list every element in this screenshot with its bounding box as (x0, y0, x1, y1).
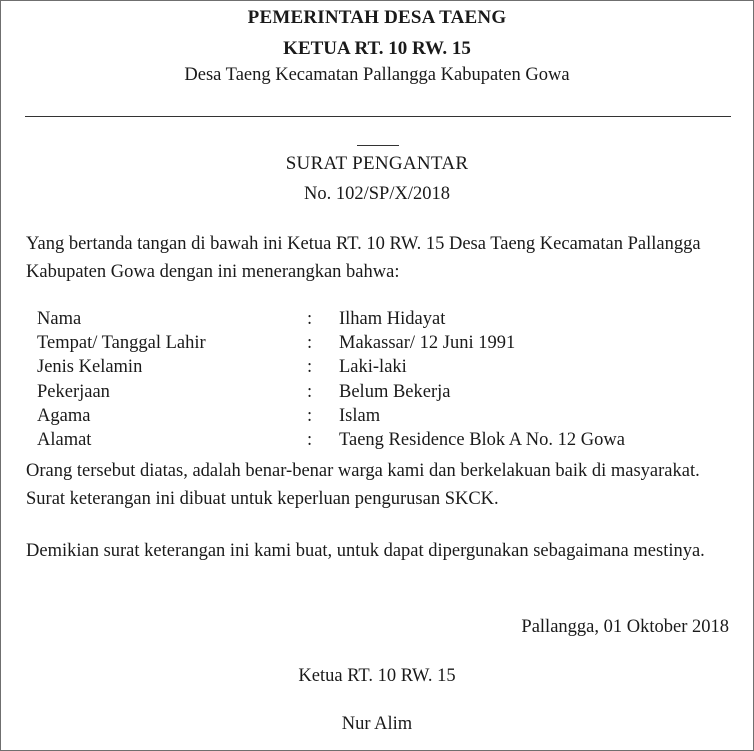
field-label: Jenis Kelamin (37, 357, 143, 378)
field-value: Taeng Residence Blok A No. 12 Gowa (339, 429, 625, 450)
field-separator: : (307, 357, 313, 378)
intro-paragraph: Yang bertanda tangan di bawah ini Ketua RT. 10 RW. 15 Desa Taeng Kecamatan Pallangga Kabupaten Gowa dengan ini menerangkan bahwa: (26, 234, 701, 282)
field-label: Alamat (37, 429, 92, 450)
field-value: Laki-laki (339, 357, 407, 378)
title-overline (357, 145, 399, 146)
field-value: Islam (339, 405, 381, 426)
body-paragraph: Orang tersebut diatas, adalah benar-benar warga kami dan berkelakuan baik di masyarakat. Surat keterangan ini dibuat untuk keperluan pengurusan SKCK. (26, 461, 700, 509)
letter-number: No. 102/SP/X/2018 (304, 184, 450, 204)
letterhead-government: PEMERINTAH DESA TAENG (247, 7, 507, 28)
letterhead-rt-rw: KETUA RT. 10 RW. 15 (283, 38, 471, 59)
closing-paragraph: Demikian surat keterangan ini kami buat, untuk dapat dipergunakan sebagaimana mestinya. (26, 541, 705, 561)
signer-title: Ketua RT. 10 RW. 15 (298, 666, 456, 686)
field-separator: : (307, 333, 313, 354)
field-label: Tempat/ Tanggal Lahir (37, 333, 206, 354)
letter-title: SURAT PENGANTAR (285, 153, 469, 174)
field-label: Nama (37, 309, 82, 329)
field-separator: : (307, 381, 313, 402)
field-value: Belum Bekerja (339, 381, 451, 402)
signer-name: Nur Alim (341, 714, 413, 734)
field-separator: : (307, 429, 313, 450)
field-value: Ilham Hidayat (339, 309, 446, 329)
letterhead-divider (25, 116, 731, 117)
signature-place-date: Pallangga, 01 Oktober 2018 (521, 617, 729, 637)
field-label: Pekerjaan (37, 381, 110, 402)
field-separator: : (307, 309, 313, 329)
letterhead-address: Desa Taeng Kecamatan Pallangga Kabupaten Gowa (184, 65, 570, 85)
field-separator: : (307, 405, 313, 426)
field-value: Makassar/ 12 Juni 1991 (339, 333, 516, 354)
field-label: Agama (37, 405, 91, 426)
